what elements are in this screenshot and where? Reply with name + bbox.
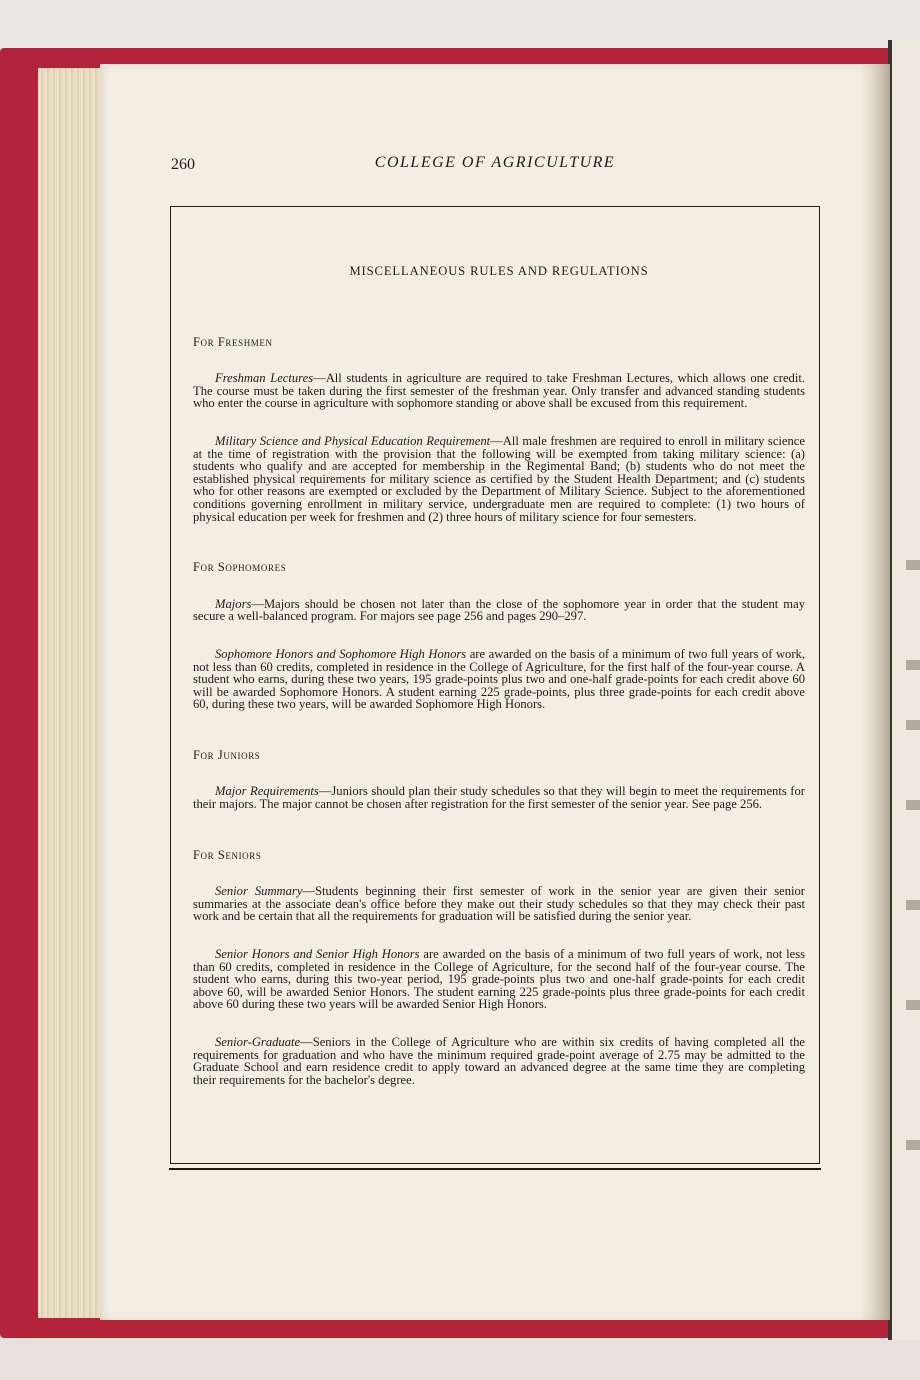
heading-seniors: For Seniors (193, 847, 262, 862)
lead-term: Military Science and Physical Education Requirement (215, 433, 491, 448)
paragraph-senior-graduate (193, 1036, 805, 1086)
paragraph-sophomore-honors (193, 648, 805, 711)
paragraph-body: are awarded on the basis of a minimum of two full years of work, not less than 60 credits, completed in residence in the College of Agriculture, for the second half of the four-year course. The student who earns, during this two-year period, 195 grade-points plus two and one-half grade-points for each credit above 60, will be awarded Senior Honors. The student earning 225 grade-points plus three grade-points for each credit above 60 during these two years will be awarded Senior High Honors. (193, 947, 806, 1012)
page-header (171, 152, 819, 182)
lead-term: Majors (215, 596, 252, 611)
paragraph-majors (193, 598, 805, 623)
paragraph-body: are awarded on the basis of a minimum of two full years of work, not less than 60 credits, completed in residence in the College of Agriculture, for the first half of the four-year course. A student who earns, during these two years, 195 grade-points plus two and one-half grade-points for each credit above 60 will be awarded Sophomore Honors. A student earning 225 grade-points, plus three grade-points for each credit above 60, during these two years, will be awarded Sophomore High Honors. (193, 646, 805, 712)
paragraph-body: —Juniors should plan their study schedules so that they will begin to meet the requirements for their majors. The major cannot be chosen after registration for the first semester of the senior year. See page 256. (193, 784, 805, 812)
section-title: MISCELLANEOUS RULES AND REGULATIONS (349, 264, 649, 278)
heading-juniors: For Juniors (193, 747, 261, 762)
bordered-box (170, 206, 820, 1164)
paragraph-major-requirements (193, 785, 805, 810)
paragraph-body: —All male freshmen are required to enroll in military science at the time of registration with the provision that the following will be exempted from taking military science: (a) students who qualify and are accepted for membership in the Regimental Band; (b) students who do not meet the established physical requirements for military science as certified by the Student Health Department; and (c) students who for other reasons are exempted or excluded by the Department of Military Science. Subject to the aforementioned conditions governing enrollment in military service, undergraduate men are required to complete: (1) two hours of physical education per week for freshmen and (2) three hours of military science for four semesters. (193, 433, 805, 524)
paragraph-body: —Majors should be chosen not later than the close of the sophomore year in order that the student may secure a well-balanced program. For majors see page 256 and pages 290–297. (193, 596, 805, 624)
lead-term: Senior Summary (215, 884, 303, 899)
paragraph-body: —Students beginning their first semester of work in the senior year are given their senior summaries at the associate dean's office before they make out their study schedules so that they may check their past work and be certain that all the requirements for graduation will be satisfied during the senior year. (193, 884, 805, 924)
lead-term: Freshman Lectures (215, 371, 314, 386)
paragraph-senior-honors (193, 948, 805, 1011)
paragraph-freshman-lectures (193, 372, 805, 410)
rules-content (193, 265, 805, 1086)
page-number: 260 (171, 156, 195, 173)
background-top (0, 0, 920, 50)
page-edges (38, 68, 109, 1318)
paragraph-military-science (193, 435, 805, 523)
heading-sophomores: For Sophomores (193, 560, 287, 575)
running-title: COLLEGE OF AGRICULTURE (374, 154, 616, 171)
lead-term: Senior-Graduate (215, 1035, 301, 1049)
lead-term: Sophomore Honors and Sophomore High Honors (215, 646, 467, 661)
spine-shadow (860, 64, 890, 1320)
paragraph-body: —All students in agriculture are required to take Freshman Lectures, which allows one credit. The course must be taken during the first semester of the freshman year. Only transfer and advanced standing students who enter the course in agriculture with sophomore standing or above shall be excused from this requirement. (193, 371, 806, 411)
background-bottom (0, 1335, 920, 1380)
paragraph-body: —Seniors in the College of Agriculture who are within six credits of having completed all the requirements for graduation and who have the minimum required grade-point average of 2.75 may be admitted to the Graduate School and earn residence credit to apply toward an advanced degree at the same time they are completing their requirements for the bachelor's degree. (193, 1035, 805, 1087)
lead-term: Senior Honors and Senior High Honors (215, 947, 420, 962)
heading-freshmen: For Freshmen (193, 334, 273, 349)
lead-term: Major Requirements (215, 784, 319, 799)
paragraph-senior-summary (193, 885, 805, 923)
facing-page-edge (888, 40, 920, 1340)
